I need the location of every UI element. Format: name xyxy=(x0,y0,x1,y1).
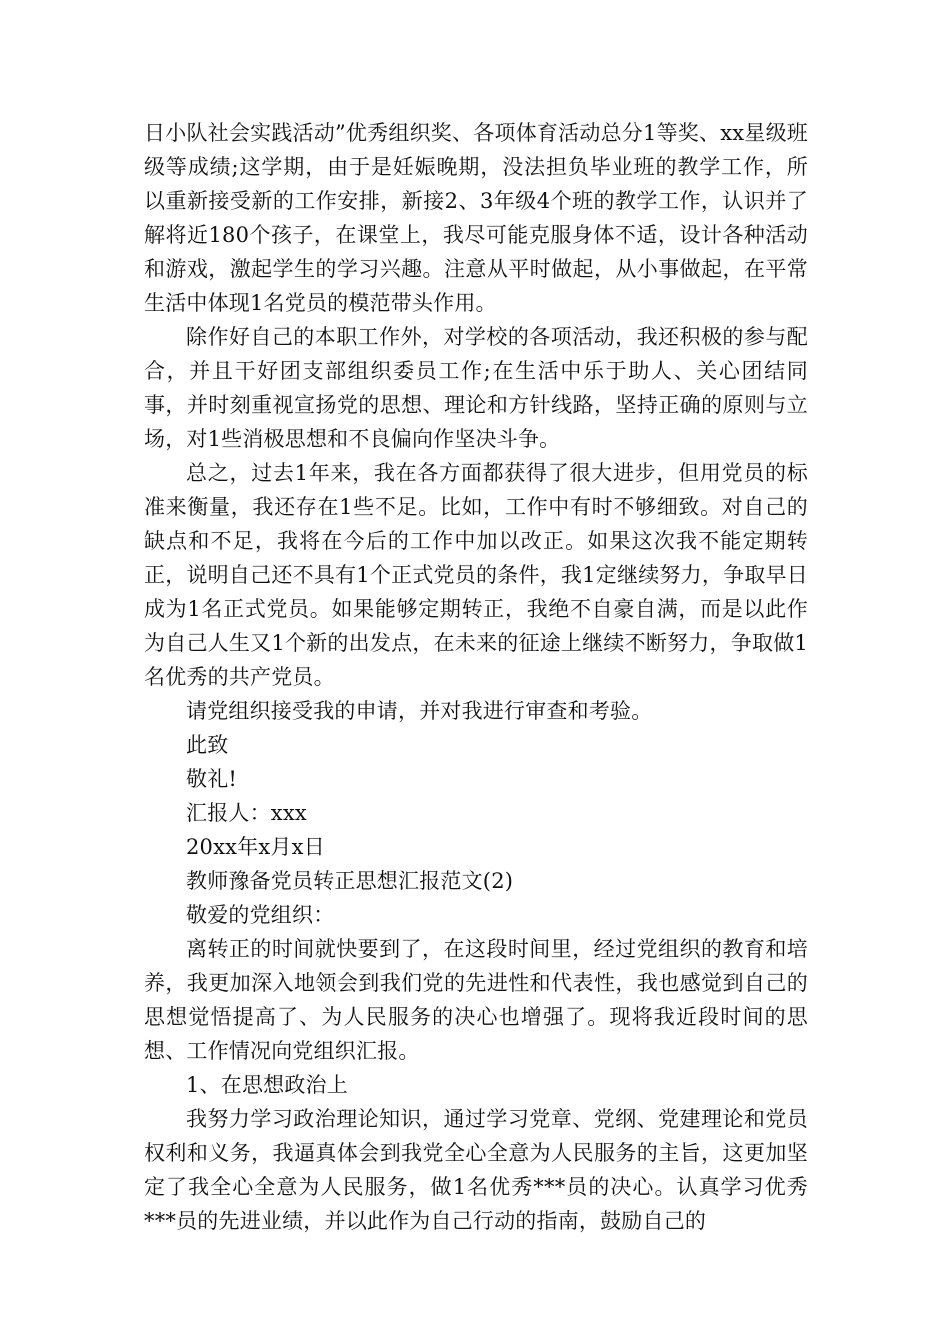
reporter-signature: 汇报人：xxx xyxy=(186,801,307,825)
paragraph-continued: 日小队社会实践活动”优秀组织奖、各项体育活动总分1等奖、xx星级班级等成绩;这学期，由于是妊娠晚期，没法担负毕业班的教学工作，所以重新接受新的工作安排，新接2、3年级4个班的教学工作，认识并了解将近180个孩子，在课堂上，我尽可能克服身体不适，设计各种活动和游戏，激起学生的学习兴趣。注意从平时做起，从小事做起，在平常生活中体现1名党员的模范带头作用。 xyxy=(144,121,808,315)
section-title: 教师豫备党员转正思想汇报范文(2) xyxy=(186,869,514,893)
paragraph-duties: 除作好自己的本职工作外，对学校的各项活动，我还积极的参与配合，并且干好团支部组织委员工作;在生活中乐于助人、关心团结同事，并时刻重视宣扬党的思想、理论和方针线路，坚持正确的原则与立场，对1些消极思想和不良偏向作坚决斗争。 xyxy=(144,325,808,451)
document-body xyxy=(144,116,808,1238)
closing-salutation: 此致 xyxy=(186,733,229,757)
paragraph-summary: 总之，过去1年来，我在各方面都获得了很大进步，但用党员的标准来衡量，我还存在1些不足。比如，工作中有时不够细致。对自己的缺点和不足，我将在今后的工作中加以改正。如果这次我不能定期转正，说明自己还不具有1个正式党员的条件，我1定继续努力，争取早日成为1名正式党员。如果能够定期转正，我绝不自豪自满，而是以此作为自己人生又1个新的出发点，在未来的征途上继续不断努力，争取做1名优秀的共产党员。 xyxy=(144,461,808,689)
paragraph-request: 请党组织接受我的申请，并对我进行审查和考验。 xyxy=(186,699,653,723)
paragraph-study: 我努力学习政治理论知识，通过学习党章、党纲、党建理论和党员权利和义务，我逼真体会到我党全心全意为人民服务的主旨，这更加坚定了我全心全意为人民服务，做1名优秀***员的决心。认真学习优秀***员的先进业绩，并以此作为自己行动的指南，鼓励自己的 xyxy=(144,1107,808,1233)
closing-respect: 敬礼! xyxy=(186,767,238,791)
report-date: 20xx年x月x日 xyxy=(186,835,325,859)
paragraph-intro: 离转正的时间就快要到了，在这段时间里，经过党组织的教育和培养，我更加深入地领会到我们党的先进性和代表性，我也感觉到自己的思想觉悟提高了、为人民服务的决心也增强了。现将我近段时间的思想、工作情况向党组织汇报。 xyxy=(144,937,808,1063)
subheading-politics: 1、在思想政治上 xyxy=(186,1073,348,1097)
greeting: 敬爱的党组织： xyxy=(186,903,335,927)
